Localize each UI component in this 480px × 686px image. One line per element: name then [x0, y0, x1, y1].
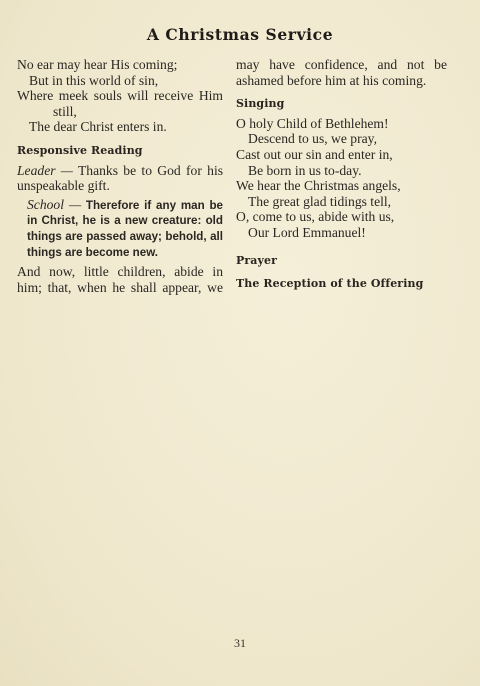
verse-line: No ear may hear His coming;: [17, 57, 178, 72]
leader-line: unspeakable gift.: [17, 178, 110, 194]
school-response: [17, 197, 223, 260]
school-label: School —: [27, 196, 82, 212]
continuation-line: ashamed before him at his coming.: [236, 72, 427, 88]
school-line: things are passed away; behold, all: [27, 229, 223, 243]
left-column: [17, 57, 223, 295]
continuation-line: may have confidence, and not be: [236, 57, 447, 72]
prayer-heading: Prayer: [236, 253, 277, 267]
verse-line: Where meek souls will receive Him: [17, 88, 223, 104]
page-header: A Christmas Service: [146, 25, 334, 44]
right-column: [236, 57, 447, 296]
hymn-line: The great glad tidings tell,: [248, 193, 392, 209]
hymn-line: O holy Child of Bethlehem!: [236, 115, 389, 131]
leader-label: Leader —: [17, 162, 73, 178]
verse-line: still,: [53, 103, 77, 119]
school-line: things are become new.: [27, 245, 159, 259]
hymn-line: Descend to us, we pray,: [248, 131, 377, 147]
offering-heading: The Reception of the Offering: [236, 277, 424, 291]
closing-line: And now, little children, abide in: [17, 264, 223, 280]
leader-line: [17, 163, 223, 179]
hymn-line: Be born in us to-day.: [248, 162, 362, 178]
verse-line: The dear Christ enters in.: [29, 119, 167, 135]
hymn-line: O, come to us, abide with us,: [236, 209, 395, 225]
page-number: 31: [234, 636, 246, 650]
verse-line: But in this world of sin,: [29, 72, 159, 88]
singing-heading: Singing: [236, 97, 285, 111]
hymn-line: Our Lord Emmanuel!: [248, 224, 366, 240]
responsive-reading-heading: Responsive Reading: [17, 143, 143, 157]
leader-text: Thanks be to God for his: [77, 162, 224, 178]
school-line: [27, 197, 223, 214]
school-line: in Christ, he is a new creature: old: [27, 214, 223, 228]
hymn-line: Cast out our sin and enter in,: [236, 146, 393, 162]
hymn-line: We hear the Christmas angels,: [236, 178, 401, 194]
closing-line: him; that, when he shall appear, we: [17, 279, 223, 295]
school-text: Therefore if any man be: [85, 198, 223, 212]
